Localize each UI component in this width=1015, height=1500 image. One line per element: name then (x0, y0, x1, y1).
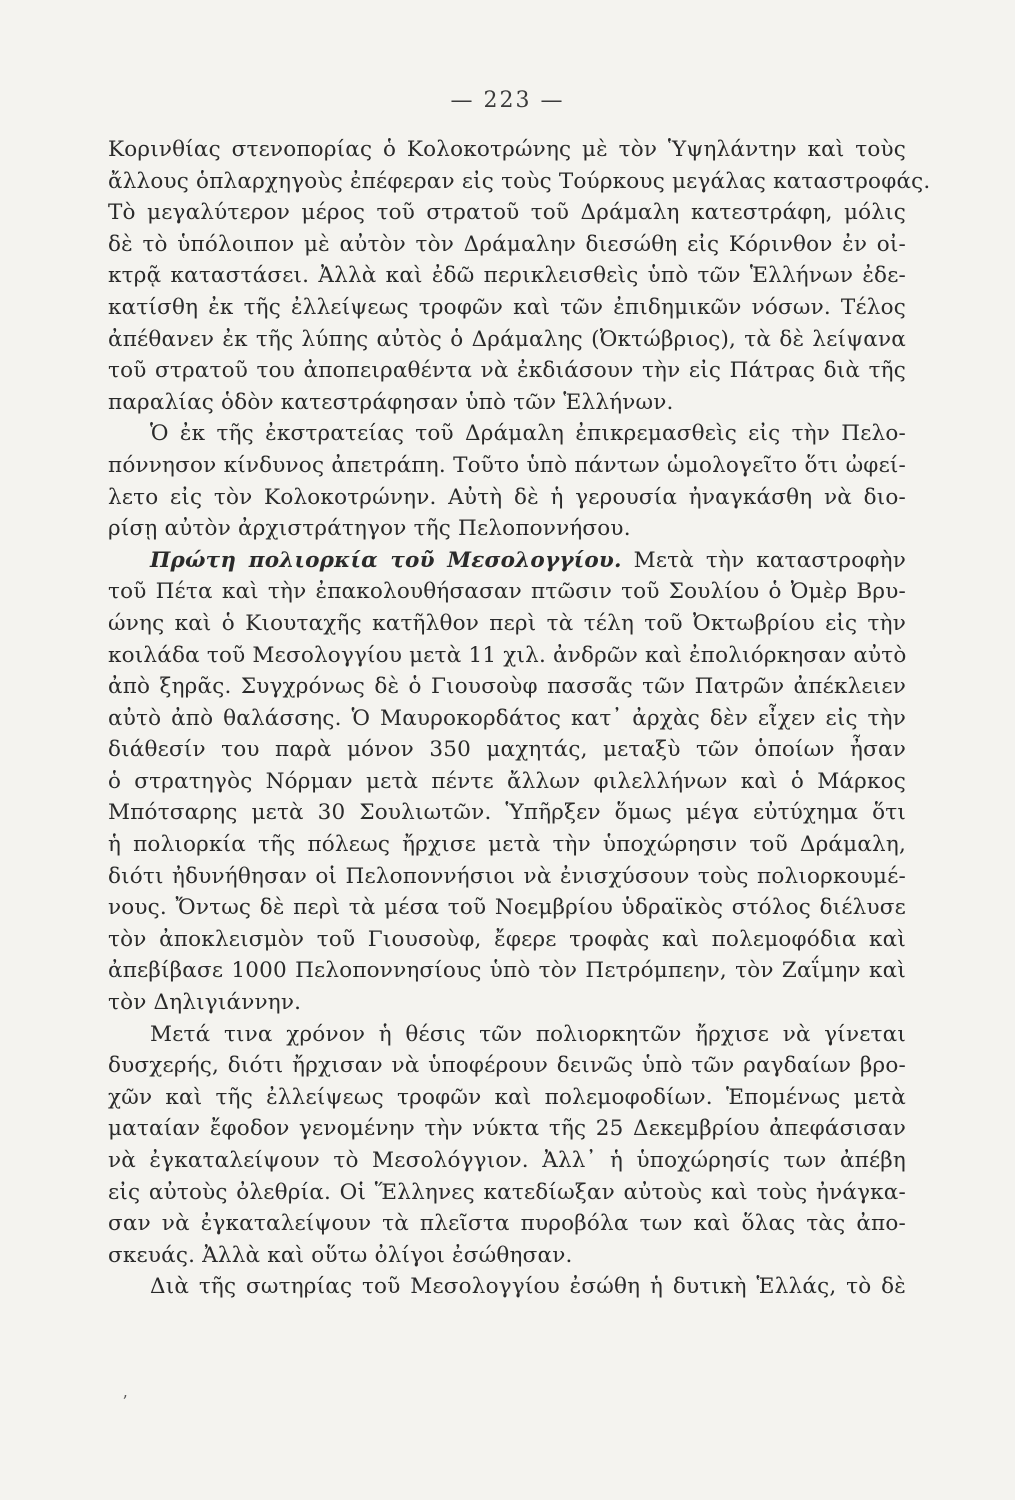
text-line: ρίσῃ αὐτὸν ἀρχιστράτηγον τῆς Πελοποννήσου. (108, 516, 631, 542)
text-line: ώνης καὶ ὁ Κιουταχῆς κατῆλθον περὶ τὰ τέλη τοῦ Ὀκτωβρίου εἰς τὴν (108, 610, 906, 636)
text-line: δὲ τὸ ὑπόλοιπον μὲ αὐτὸν τὸν Δράμαλην διεσώθη εἰς Κόρινθον ἐν οἰ- (108, 231, 906, 257)
text-line: πόννησον κίνδυνος ἀπετράπη. Τοῦτο ὑπὸ πάντων ὡμολογεῖτο ὅτι ὠφεί- (108, 452, 906, 478)
page-number: — 223 — (450, 88, 565, 113)
text-line: σαν νὰ ἐγκαταλείψουν τὰ πλεῖστα πυροβόλα των καὶ ὅλας τὰς ἀπο- (108, 1211, 906, 1237)
text-line: κατίσθη ἐκ τῆς ἐλλείψεως τροφῶν καὶ τῶν ἐπιδημικῶν νόσων. Τέλος (108, 294, 906, 320)
text-line: διάθεσίν του παρὰ μόνον 350 μαχητάς, μεταξὺ τῶν ὁποίων ἦσαν (108, 737, 906, 763)
text-line: Ὁ ἐκ τῆς ἐκστρατείας τοῦ Δράμαλη ἐπικρεμασθεὶς εἰς τὴν Πελο- (150, 421, 906, 447)
text-line: αὐτὸ ἀπὸ θαλάσσης. Ὁ Μαυροκορδάτος κατ᾽ ἀρχὰς δὲν εἶχεν εἰς τὴν (108, 705, 906, 731)
text-line: ἀπεβίβασε 1000 Πελοποννησίους ὑπὸ τὸν Πετρόμπεην, τὸν Ζαΐμην καὶ (108, 958, 906, 984)
text-line: τοῦ Πέτα καὶ τὴν ἐπακολουθήσασαν πτῶσιν τοῦ Σουλίου ὁ Ὀμὲρ Βρυ- (108, 579, 906, 605)
text-line: Μετά τινα χρόνον ἡ θέσις τῶν πολιορκητῶν ἤρχισε νὰ γίνεται (150, 1021, 906, 1047)
section-heading: Πρώτη πολιορκία τοῦ Μεσολογγίου. (150, 547, 622, 573)
text-line: κτρᾷ καταστάσει. Ἀλλὰ καὶ ἐδῶ περικλεισθεὶς ὑπὸ τῶν Ἑλλήνων ἐδε- (108, 263, 906, 289)
text-line: διότι ἠδυνήθησαν οἱ Πελοποννήσιοι νὰ ἐνισχύσουν τοὺς πολιορκουμέ- (108, 863, 906, 889)
text-line: χῶν καὶ τῆς ἐλλείψεως τροφῶν καὶ πολεμοφοδίων. Ἑπομένως μετὰ (108, 1084, 906, 1110)
text-line: τὸν Δηλιγιάννην. (108, 990, 302, 1016)
text-line: ματαίαν ἔφοδον γενομένην τὴν νύκτα τῆς 25 Δεκεμβρίου ἀπεφάσισαν (108, 1116, 906, 1142)
text-line: Μπότσαρης μετὰ 30 Σουλιωτῶν. Ὑπῆρξεν ὅμως μέγα εὐτύχημα ὅτι (108, 800, 906, 826)
text-line: ὁ στρατηγὸς Νόρμαν μετὰ πέντε ἄλλων φιλελλήνων καὶ ὁ Μάρκος (108, 768, 906, 794)
text-line-rest: Μετὰ τὴν καταστροφὴν (633, 547, 906, 573)
text-line: σκευάς. Ἀλλὰ καὶ οὕτω ὀλίγοι ἐσώθησαν. (108, 1242, 573, 1268)
text-line: νὰ ἐγκαταλείψουν τὸ Μεσολόγγιον. Ἀλλ᾽ ἡ ὑποχώρησίς των ἀπέβη (108, 1148, 906, 1173)
text-line: κοιλάδα τοῦ Μεσολογγίου μετὰ 11 χιλ. ἀνδρῶν καὶ ἐπολιόρκησαν αὐτὸ (108, 642, 907, 668)
section-heading-line (108, 545, 906, 577)
text-line: Κορινθίας στενοπορίας ὁ Κολοκοτρώνης μὲ τὸν Ὑψηλάντην καὶ τοὺς (108, 137, 906, 162)
text-line: Διὰ τῆς σωτηρίας τοῦ Μεσολογγίου ἐσώθη ἡ δυτικὴ Ἑλλάς, τὸ δὲ (150, 1274, 906, 1300)
body-text (108, 134, 931, 1303)
text-line: τὸν ἀποκλεισμὸν τοῦ Γιουσοὺφ, ἔφερε τροφὰς καὶ πολεμοφόδια καὶ (108, 926, 906, 952)
text-line: νους. Ὄντως δὲ περὶ τὰ μέσα τοῦ Νοεμβρίου ὑδραϊκὸς στόλος διέλυσε (108, 895, 906, 921)
text-line: λετο εἰς τὸν Κολοκοτρώνην. Αὐτὴ δὲ ἡ γερουσία ἠναγκάσθη νὰ διο- (108, 484, 906, 510)
text-line: δυσχερής, διότι ἤρχισαν νὰ ὑποφέρουν δεινῶς ὑπὸ τῶν ραγδαίων βρο- (108, 1053, 906, 1079)
text-line: Τὸ μεγαλύτερον μέρος τοῦ στρατοῦ τοῦ Δράμαλη κατεστράφη, μόλις (108, 200, 906, 226)
text-line: ἄλλους ὁπλαρχηγοὺς ἐπέφεραν εἰς τοὺς Τούρκους μεγάλας καταστροφάς. (108, 168, 931, 194)
text-line: ἀπὸ ξηρᾶς. Συγχρόνως δὲ ὁ Γιουσοὺφ πασσᾶς τῶν Πατρῶν ἀπέκλειεν (108, 674, 906, 700)
text-line: ἡ πολιορκία τῆς πόλεως ἤρχισε μετὰ τὴν ὑποχώρησιν τοῦ Δράμαλη, (108, 832, 906, 858)
text-line: ἀπέθανεν ἐκ τῆς λύπης αὐτὸς ὁ Δράμαλης (Ὀκτώβριος), τὰ δὲ λείψανα (108, 326, 906, 352)
text-line: παραλίας ὁδὸν κατεστράφησαν ὑπὸ τῶν Ἑλλήνων. (108, 389, 674, 415)
text-line: τοῦ στρατοῦ του ἀποπειραθέντα νὰ ἐκδιάσουν τὴν εἰς Πάτρας διὰ τῆς (108, 358, 906, 384)
text-line: εἰς αὐτοὺς ὀλεθρία. Οἱ Ἕλληνες κατεδίωξαν αὐτοὺς καὶ τοὺς ἠνάγκα- (108, 1179, 906, 1205)
footer-mark: ʼ (122, 1392, 128, 1411)
